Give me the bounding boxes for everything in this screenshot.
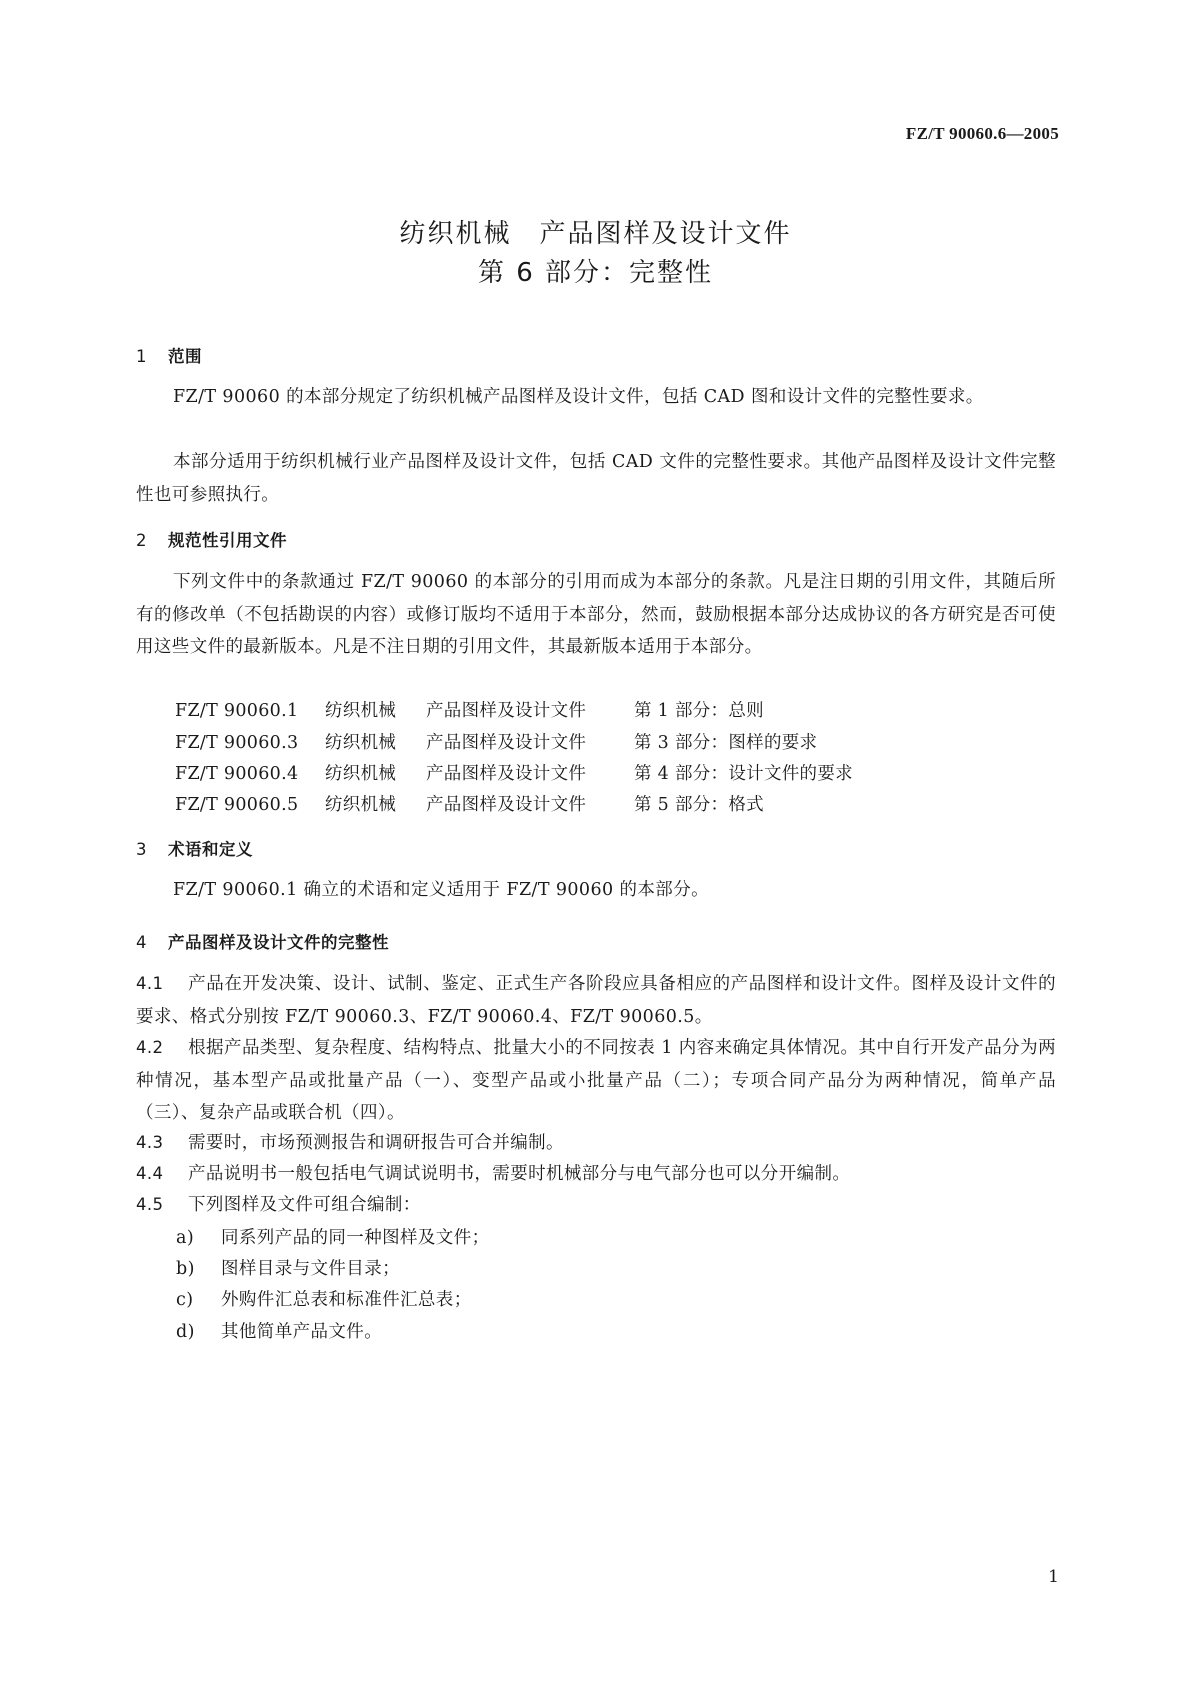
section-title: 产品图样及设计文件的完整性 <box>168 933 389 952</box>
section-heading-scope <box>136 343 202 367</box>
reference-code: FZ/T 90060.3 <box>175 733 299 753</box>
clause-number: 4.3 <box>136 1133 164 1152</box>
reference-item <box>175 791 764 816</box>
list-label: d) <box>176 1322 195 1342</box>
paragraph: 本部分适用于纺织机械行业产品图样及设计文件，包括 CAD 文件的完整性要求。其他产品图样及设计文件完整性也可参照执行。 <box>136 452 1056 505</box>
reference-item <box>175 760 853 785</box>
section-title: 术语和定义 <box>168 840 253 859</box>
list-label: a) <box>176 1228 195 1248</box>
reference-item <box>175 697 764 722</box>
reference-part-b: 产品图样及设计文件 <box>426 795 587 815</box>
reference-part-b: 产品图样及设计文件 <box>426 764 587 784</box>
section-number: 3 <box>136 840 147 859</box>
clause-4-2 <box>136 1032 1056 1130</box>
paragraph: FZ/T 90060.1 确立的术语和定义适用于 FZ/T 90060 的本部分。 <box>173 880 709 900</box>
section-heading-normative-references <box>136 527 287 551</box>
reference-code: FZ/T 90060.5 <box>175 795 299 815</box>
list-item <box>176 1286 472 1311</box>
reference-item <box>175 729 817 754</box>
clause-number: 4.4 <box>136 1164 164 1183</box>
list-text: 同系列产品的同一种图样及文件； <box>221 1228 490 1248</box>
section-number: 1 <box>136 347 147 366</box>
reference-part-b: 产品图样及设计文件 <box>426 733 587 753</box>
document-subtitle: 第 6 部分：完整性 <box>477 258 714 288</box>
clause-text: 产品说明书一般包括电气调试说明书，需要时机械部分与电气部分也可以分开编制。 <box>188 1164 851 1184</box>
reference-part-a: 纺织机械 <box>325 701 397 721</box>
document-title: 纺织机械 产品图样及设计文件 <box>399 219 792 249</box>
clause-4-3 <box>136 1127 1056 1160</box>
section-title: 规范性引用文件 <box>168 531 287 550</box>
reference-part-b: 产品图样及设计文件 <box>426 701 587 721</box>
standard-number: FZ/T 90060.6—2005 <box>905 124 1059 143</box>
reference-part-c: 第 3 部分：图样的要求 <box>634 733 818 753</box>
clause-number: 4.5 <box>136 1195 164 1214</box>
paragraph: FZ/T 90060 的本部分规定了纺织机械产品图样及设计文件，包括 CAD 图和设计文件的完整性要求。 <box>173 387 984 407</box>
clause-4-4 <box>136 1158 1056 1191</box>
reference-part-a: 纺织机械 <box>325 795 397 815</box>
clause-text: 需要时，市场预测报告和调研报告可合并编制。 <box>188 1133 564 1153</box>
clause-4-5 <box>136 1189 1056 1222</box>
section-number: 4 <box>136 933 147 952</box>
reference-part-c: 第 4 部分：设计文件的要求 <box>634 764 853 784</box>
section-heading-completeness <box>136 929 389 953</box>
clause-text: 下列图样及文件可组合编制： <box>188 1195 421 1215</box>
list-item <box>176 1224 490 1249</box>
list-text: 图样目录与文件目录； <box>221 1259 400 1279</box>
page-number: 1 <box>1048 1567 1059 1587</box>
clause-4-1 <box>136 968 1056 1033</box>
section-heading-terms <box>136 836 253 860</box>
reference-code: FZ/T 90060.1 <box>175 701 299 721</box>
reference-part-c: 第 1 部分：总则 <box>634 701 764 721</box>
list-text: 外购件汇总表和标准件汇总表； <box>221 1290 472 1310</box>
clause-number: 4.2 <box>136 1038 164 1057</box>
paragraph: 下列文件中的条款通过 FZ/T 90060 的本部分的引用而成为本部分的条款。凡是注日期的引用文件，其随后所有的修改单（不包括勘误的内容）或修订版均不适用于本部分，然而，鼓励根据本部分达成协议的各方研究是否可使用这些文件的最新版本。凡是不注日期的引用文件，其最新版本适用于本部分。 <box>136 572 1056 657</box>
reference-part-c: 第 5 部分：格式 <box>634 795 764 815</box>
section-number: 2 <box>136 531 147 550</box>
reference-part-a: 纺织机械 <box>325 764 397 784</box>
list-item <box>176 1318 382 1343</box>
clause-text: 产品在开发决策、设计、试制、鉴定、正式生产各阶段应具备相应的产品图样和设计文件。图样及设计文件的要求、格式分别按 FZ/T 90060.3、FZ/T 90060.4、FZ/T 90060.5。 <box>136 974 1056 1027</box>
list-label: b) <box>176 1259 195 1279</box>
list-text: 其他简单产品文件。 <box>221 1322 383 1342</box>
section-title: 范围 <box>168 347 202 366</box>
clause-text: 根据产品类型、复杂程度、结构特点、批量大小的不同按表 1 内容来确定具体情况。其中自行开发产品分为两种情况，基本型产品或批量产品（一）、变型产品或小批量产品（二）；专项合同产品分为两种情况，简单产品（三）、复杂产品或联合机（四）。 <box>136 1038 1056 1123</box>
reference-code: FZ/T 90060.4 <box>175 764 299 784</box>
reference-part-a: 纺织机械 <box>325 733 397 753</box>
list-item <box>176 1255 400 1280</box>
clause-number: 4.1 <box>136 974 164 993</box>
list-label: c) <box>176 1290 194 1310</box>
